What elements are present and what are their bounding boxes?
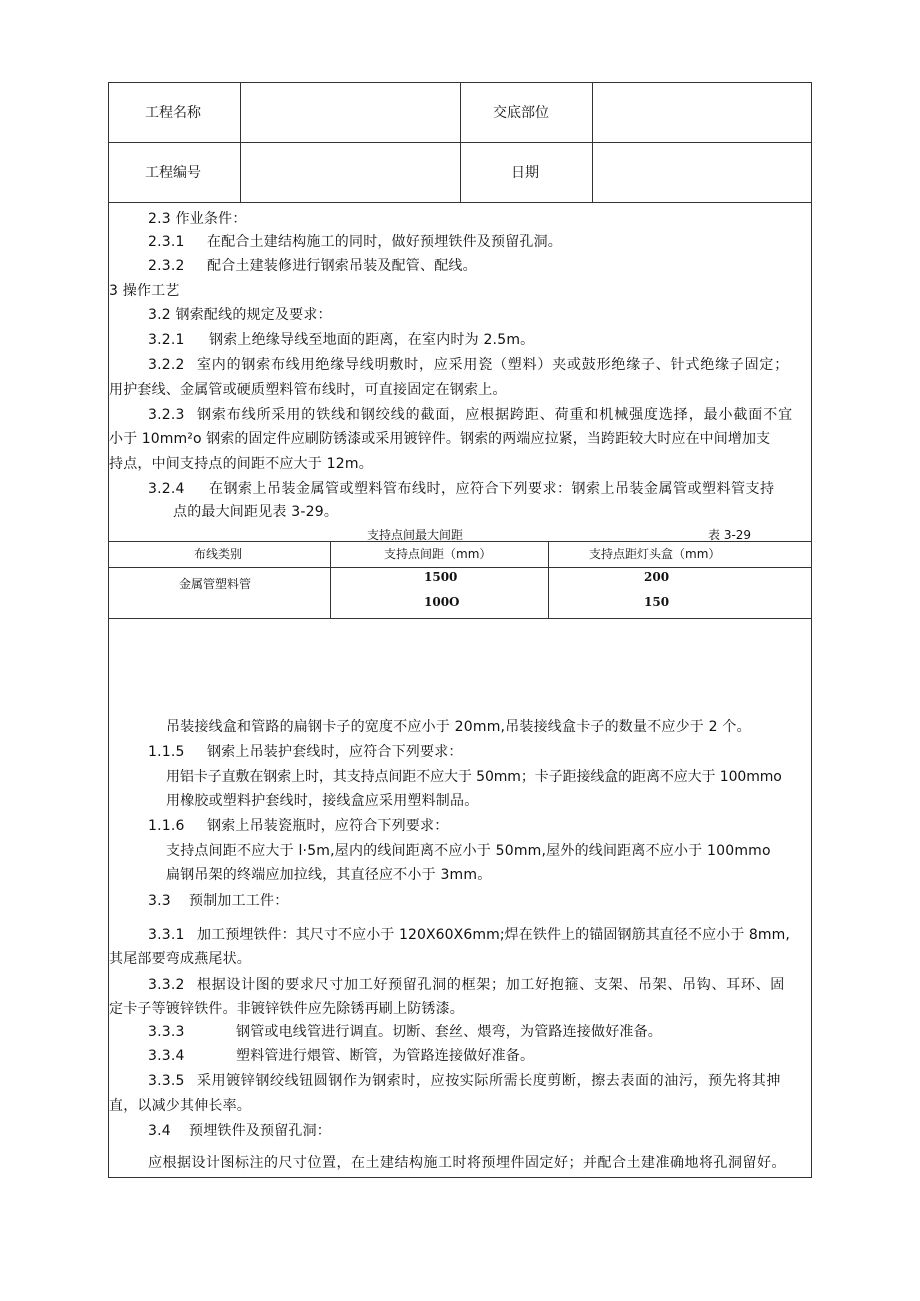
table-bottom-line [108, 618, 812, 619]
paragraph-line: 钢管或电线管进行调直。切断、套丝、煨弯，为管路连接做好准备。 [236, 1024, 662, 1040]
clause-number: 3.2.3 [148, 407, 185, 423]
header-col-line-2 [460, 82, 461, 202]
clause-number: 3.2.4 [148, 481, 185, 497]
paragraph-line: 在钢索上吊装金属管或塑料管布线时，应符合下列要求：钢索上吊装金属管或塑料管支持 [209, 481, 775, 497]
project-name-label: 工程名称 [145, 105, 201, 121]
table-top-line [108, 541, 812, 542]
paragraph-line: 室内的钢索布线用绝缘导线明敷时，应采用瓷（塑料）夹或鼓形绝缘子、针式绝缘子固定； [197, 357, 789, 373]
paragraph-line: 钢索布线所采用的铁线和钢绞线的截面，应根据跨距、荷重和机械强度选择，最小截面不宜 [197, 407, 793, 423]
paragraph-line: 钢索上绝缘导线至地面的距离，在室内时为 2.5m。 [209, 332, 535, 348]
section-heading: 3.2 钢索配线的规定及要求： [148, 307, 332, 323]
table-header-cell: 布线类别 [194, 547, 243, 561]
clause-number: 3.3.2 [148, 977, 185, 993]
paragraph-line: 定卡子等镀锌铁件。非镀锌铁件应先除锈再刷上防锈漆。 [109, 1001, 464, 1017]
handover-part-label: 交底部位 [493, 105, 549, 121]
date-value [593, 143, 811, 201]
clause-number: 3.2.2 [148, 357, 185, 373]
handover-part-value [593, 83, 811, 141]
clause-number: 3.3.3 [148, 1024, 185, 1040]
table-cell: 200 [644, 570, 670, 584]
clause-number: 3.3.4 [148, 1048, 185, 1064]
clause-number: 3.3.1 [148, 927, 185, 943]
table-cell: 100O [424, 595, 460, 609]
paragraph-line: 配合土建装修进行钢索吊装及配管、配线。 [207, 258, 477, 274]
date-label: 日期 [511, 165, 539, 181]
paragraph-line: 点的最大间距见表 3-29。 [173, 504, 339, 520]
table-header-line [108, 567, 812, 568]
clause-number: 3.2.1 [148, 332, 185, 348]
table-header-cell: 支持点距灯头盒（mm） [589, 547, 721, 561]
paragraph-line: 持点，中间支持点的间距不应大于 12m。 [109, 456, 373, 472]
project-name-value [241, 83, 459, 141]
table-col-line-1 [330, 541, 331, 618]
section-heading: 预埋铁件及预留孔洞： [189, 1123, 331, 1139]
paragraph-line: 塑料管进行煨管、断管，为管路连接做好准备。 [236, 1048, 535, 1064]
section-heading: 3 操作工艺 [109, 283, 180, 299]
table-cell: 150 [644, 595, 670, 609]
paragraph-line: 用护套线、金属管或硬质塑料管布线时，可直接固定在钢索上。 [109, 382, 507, 398]
project-no-label: 工程编号 [145, 165, 201, 181]
clause-number: 2.3.1 [148, 234, 185, 250]
paragraph-line: 支持点间距不应大于 l·5m,屋内的线间距离不应小于 50mm,屋外的线间距离不应小于 100mmo [166, 843, 771, 859]
table-header-cell: 支持点间距（mm） [384, 547, 492, 561]
paragraph-line: 直，以减少其伸长率。 [109, 1098, 251, 1114]
paragraph-line: 用铝卡子直敷在钢索上时，其支持点间距不应大于 50mm；卡子距接线盒的距离不应大于 100mmo [166, 769, 782, 785]
paragraph-line: 应根据设计图标注的尺寸位置，在土建结构施工时将预埋件固定好；并配合土建准确地将孔洞留好。 [148, 1155, 786, 1171]
clause-number: 1.1.5 [148, 744, 185, 760]
table-row-label: 金属管塑料管 [179, 577, 252, 591]
clause-number: 3.4 [148, 1123, 171, 1139]
paragraph-line: 扁钢吊架的终端应加拉线，其直径应不小于 3mm。 [166, 867, 492, 883]
paragraph-line: 在配合土建结构施工的同时，做好预埋铁件及预留孔洞。 [207, 234, 562, 250]
paragraph-line: 根据设计图的要求尺寸加工好预留孔洞的框架；加工好抱箍、支架、吊架、吊钩、耳环、固 [197, 977, 785, 993]
table-col-line-2 [548, 541, 549, 618]
paragraph-line: 其尾部要弯成燕尾状。 [109, 951, 251, 967]
section-heading: 2.3 作业条件： [148, 211, 247, 227]
clause-number: 2.3.2 [148, 258, 185, 274]
table-number: 表 3-29 [708, 528, 752, 541]
table-caption: 支持点间最大间距 [367, 528, 464, 541]
paragraph-line: 钢索上吊装护套线时，应符合下列要求： [207, 744, 463, 760]
table-cell: 1500 [424, 570, 458, 584]
paragraph-line: 采用镀锌钢绞线钮圆钢作为钢索时，应按实际所需长度剪断，擦去表面的油污，预先将其抻 [197, 1073, 781, 1089]
header-divider-2 [108, 202, 812, 203]
paragraph-line: 钢索上吊装瓷瓶时，应符合下列要求： [207, 818, 449, 834]
paragraph-line: 加工预埋铁件：其尺寸不应小于 120X60X6mm;焊在铁件上的锚固钢筋其直径不应小于 8mm, [197, 927, 790, 943]
paragraph-line: 用橡胶或塑料护套线时，接线盒应采用塑料制品。 [166, 793, 479, 809]
paragraph-line: 吊装接线盒和管路的扁钢卡子的宽度不应小于 20mm,吊装接线盒卡子的数量不应少于 2 个。 [166, 719, 751, 735]
clause-number: 3.3.5 [148, 1073, 185, 1089]
section-heading: 预制加工工件： [189, 893, 289, 909]
clause-number: 3.3 [148, 893, 171, 909]
paragraph-line: 小于 10mm²o 钢索的固定件应刷防锈漆或采用镀锌件。钢索的两端应拉紧，当跨距较大时应在中间增加支 [109, 431, 771, 447]
clause-number: 1.1.6 [148, 818, 185, 834]
project-no-value [241, 143, 459, 201]
